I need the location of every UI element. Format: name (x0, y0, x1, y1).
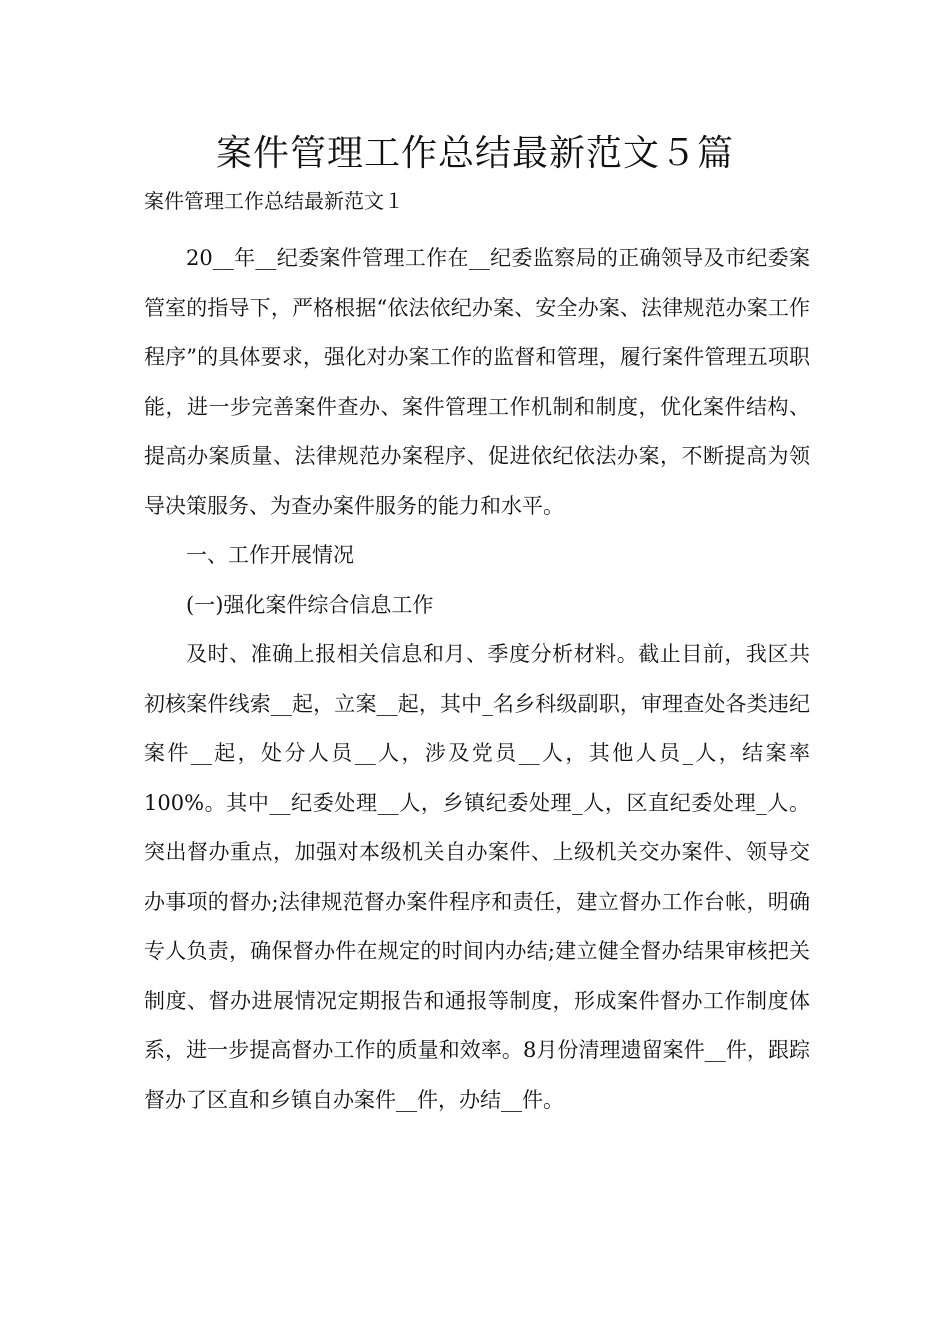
paragraph-details: 及时、准确上报相关信息和月、季度分析材料。截止目前，我区共初核案件线索__起，立案__起，其中_名乡科级副职，审理查处各类违纪案件__起，处分人员__人，涉及党员__人，其他人员_人，结案率100%。其中__纪委处理__人，乡镇纪委处理_人，区直纪委处理_人。突出督办重点，加强对本级机关自办案件、上级机关交办案件、领导交办事项的督办;法律规范督办案件程序和责任，建立督办工作台帐，明确专人负责，确保督办件在规定的时间内办结;建立健全督办结果审核把关制度、督办进展情况定期报告和通报等制度，形成案件督办工作制度体系，进一步提高督办工作的质量和效率。8月份清理遗留案件__件，跟踪督办了区直和乡镇自办案件__件，办结__件。 (144, 642, 810, 1112)
paragraph-intro: 20__年__纪委案件管理工作在__纪委监察局的正确领导及市纪委案管室的指导下，严格根据“依法依纪办案、安全办案、法律规范办案工作程序”的具体要求，强化对办案工作的监督和管理，履行案件管理五项职能，进一步完善案件查办、案件管理工作机制和制度，优化案件结构、提高办案质量、法律规范办案程序、促进依纪依法办案，不断提高为领导决策服务、为查办案件服务的能力和水平。 (144, 246, 810, 518)
document-subtitle: 案件管理工作总结最新范文１ (144, 189, 404, 213)
subsection-heading: (一)强化案件综合信息工作 (186, 592, 434, 617)
section-heading: 一、工作开展情况 (186, 543, 354, 567)
document-body (144, 234, 810, 1125)
document-title: 案件管理工作总结最新范文５篇 (215, 133, 734, 174)
